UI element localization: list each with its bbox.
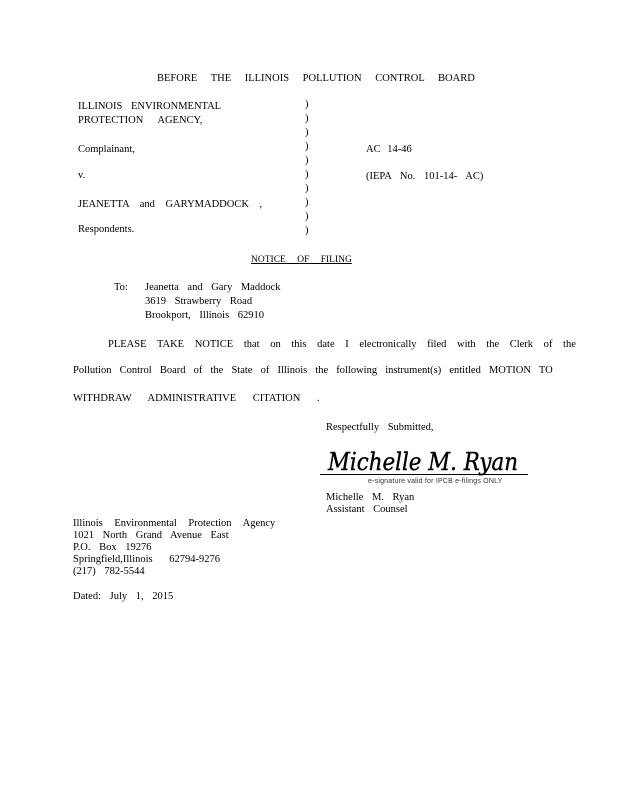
caption-parentheses <box>305 98 313 238</box>
agency-phone: (217) 782-5544 <box>73 566 145 577</box>
agency-line1: Illinois Environmental Protection Agency <box>73 518 276 529</box>
respondent-label: Respondents. <box>78 224 135 235</box>
dated-line: Dated: July 1, 2015 <box>73 591 174 602</box>
paren: ) <box>305 141 309 152</box>
paren: ) <box>305 155 309 166</box>
paren: ) <box>305 225 309 236</box>
paren: ) <box>305 169 309 180</box>
paren: ) <box>305 99 309 110</box>
paren: ) <box>305 211 309 222</box>
board-title: BEFORE THE ILLINOIS POLLUTION CONTROL BOARD <box>157 73 475 84</box>
agency-line3: P.O. Box 19276 <box>73 542 152 553</box>
complainant-name-line1: ILLINOIS ENVIRONMENTAL <box>78 101 222 112</box>
agency-line4: Springfield,Illinois 62794-9276 <box>73 554 220 565</box>
complainant-label: Complainant, <box>78 144 135 155</box>
signature-line <box>320 474 528 475</box>
versus-label: v. <box>78 170 86 181</box>
esignature-caption: e-signature valid for IPCB e-filings ONLY <box>368 478 503 485</box>
address-line3: Brookport, Illinois 62910 <box>145 310 265 321</box>
paren: ) <box>305 197 309 208</box>
case-number: AC 14-46 <box>366 144 412 155</box>
paren: ) <box>305 113 309 124</box>
complainant-name-line2: PROTECTION AGENCY, <box>78 115 203 126</box>
to-label: To: <box>114 282 128 293</box>
signature-image <box>320 440 530 490</box>
signer-name: Michelle M. Ryan <box>326 492 415 503</box>
respondent-name: JEANETTA and GARYMADDOCK , <box>78 199 263 210</box>
agency-line2: 1021 North Grand Avenue East <box>73 530 229 541</box>
signer-title: Assistant Counsel <box>326 504 408 515</box>
signature-script: Michelle M. Ryan <box>327 448 518 476</box>
iepa-number: (IEPA No. 101-14- AC) <box>366 171 484 182</box>
paren: ) <box>305 183 309 194</box>
body-line1: PLEASE TAKE NOTICE that on this date I electronically filed with the Clerk of the <box>108 339 576 350</box>
body-line3: WITHDRAW ADMINISTRATIVE CITATION . <box>73 393 320 404</box>
paren: ) <box>305 127 309 138</box>
notice-heading: NOTICE OF FILING <box>251 255 352 265</box>
address-line2: 3619 Strawberry Road <box>145 296 253 307</box>
address-line1: Jeanetta and Gary Maddock <box>145 282 281 293</box>
closing-text: Respectfully Submitted, <box>326 422 434 433</box>
body-line2: Pollution Control Board of the State of Illinois the following instrument(s) entitled MOTION TO <box>73 365 553 376</box>
